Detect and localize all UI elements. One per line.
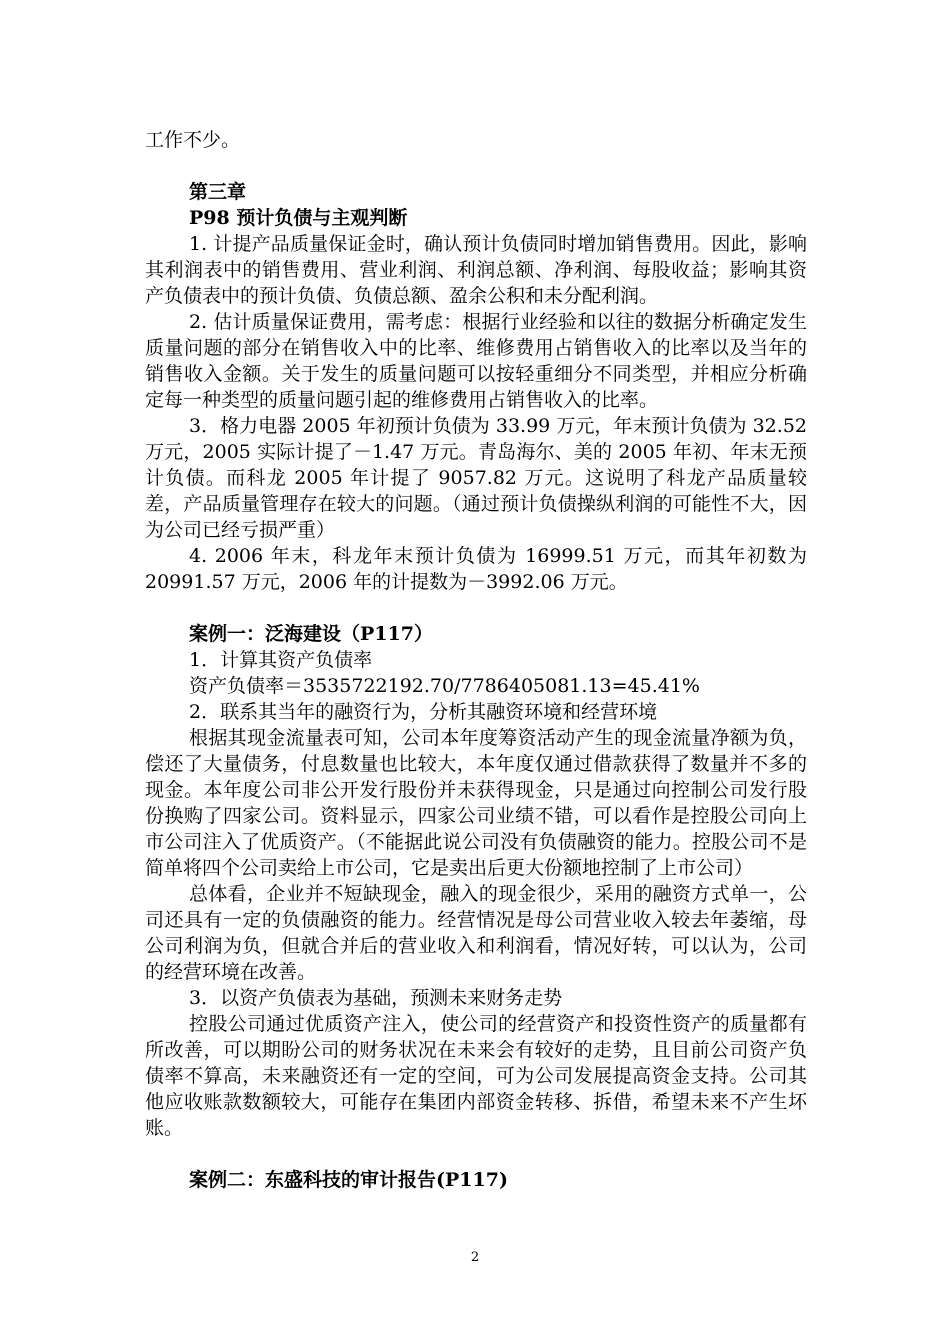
intro-line: 工作不少。 (145, 129, 241, 151)
paragraph-4: 4. 2006 年末，科龙年末预计负债为 16999.51 万元，而其年初数为 20991.57 万元，2006 年的计提数为－3992.06 万元。 (145, 545, 807, 593)
case1-answer-2a: 根据其现金流量表可知，公司本年度筹资活动产生的现金流量净额为负，偿还了大量债务，付息数量也比较大，本年度仅通过借款获得了数量并不多的现金。本年度公司非公开发行股份并未获得现金，只是通过向控制公司发行股份换购了四家公司。资料显示，四家公司业绩不错，可以看作是控股公司向上市公司注入了优质资产。（不能据此说公司没有负债融资的能力。控股公司不是简单将四个公司卖给上市公司，它是卖出后更大份额地控制了上市公司） (145, 727, 807, 879)
chapter-title: 第三章 (189, 181, 247, 203)
spacer (145, 1141, 807, 1167)
case1-question-2: 2．联系其当年的融资行为，分析其融资环境和经营环境 (189, 701, 658, 723)
spacer (145, 153, 807, 179)
section-title: P98 预计负债与主观判断 (189, 207, 408, 229)
case1-answer-1: 资产负债率＝3535722192.70/7786405081.13=45.41% (189, 675, 700, 697)
case1-answer-2b: 总体看，企业并不短缺现金，融入的现金很少，采用的融资方式单一，公司还具有一定的负债融资的能力。经营情况是母公司营业收入较去年萎缩，母公司利润为负，但就合并后的营业收入和利润看，情况好转，可以认为，公司的经营环境在改善。 (145, 883, 807, 983)
spacer (145, 595, 807, 621)
paragraph-2: 2. 估计质量保证费用，需考虑：根据行业经验和以往的数据分析确定发生质量问题的部分在销售收入中的比率、维修费用占销售收入的比率以及当年的销售收入金额。关于发生的质量问题可以按轻重细分不同类型，并相应分析确定每一种类型的质量问题引起的维修费用占销售收入的比率。 (145, 311, 807, 411)
paragraph-3: 3．格力电器 2005 年初预计负债为 33.99 万元，年末预计负债为 32.52 万元，2005 实际计提了－1.47 万元。青岛海尔、美的 2005 年初、年末无预计负债。而科龙 2005 年计提了 9057.82 万元。这说明了科龙产品质量较差，产品质量管理存在较大的问题。（通过预计负债操纵利润的可能性不大，因为公司已经亏损严重） (145, 415, 807, 541)
paragraph-1: 1. 计提产品质量保证金时，确认预计负债同时增加销售费用。因此，影响其利润表中的销售费用、营业利润、利润总额、净利润、每股收益；影响其资产负债表中的预计负债、负债总额、盈余公积和未分配利润。 (145, 233, 807, 307)
page-number: 2 (470, 1250, 480, 1265)
case1-question-3: 3．以资产负债表为基础，预测未来财务走势 (189, 987, 563, 1009)
case2-title: 案例二：东盛科技的审计报告(P117) (189, 1169, 508, 1191)
case1-question-1: 1．计算其资产负债率 (189, 649, 373, 671)
page-body (145, 127, 807, 1193)
case1-title: 案例一：泛海建设（P117） (189, 623, 433, 645)
case1-answer-3: 控股公司通过优质资产注入，使公司的经营资产和投资性资产的质量都有所改善，可以期盼公司的财务状况在未来会有较好的走势，且目前公司资产负债率不算高，未来融资还有一定的空间，可为公司发展提高资金支持。公司其他应收账款数额较大，可能存在集团内部资金转移、拆借，希望未来不产生坏账。 (145, 1013, 807, 1139)
